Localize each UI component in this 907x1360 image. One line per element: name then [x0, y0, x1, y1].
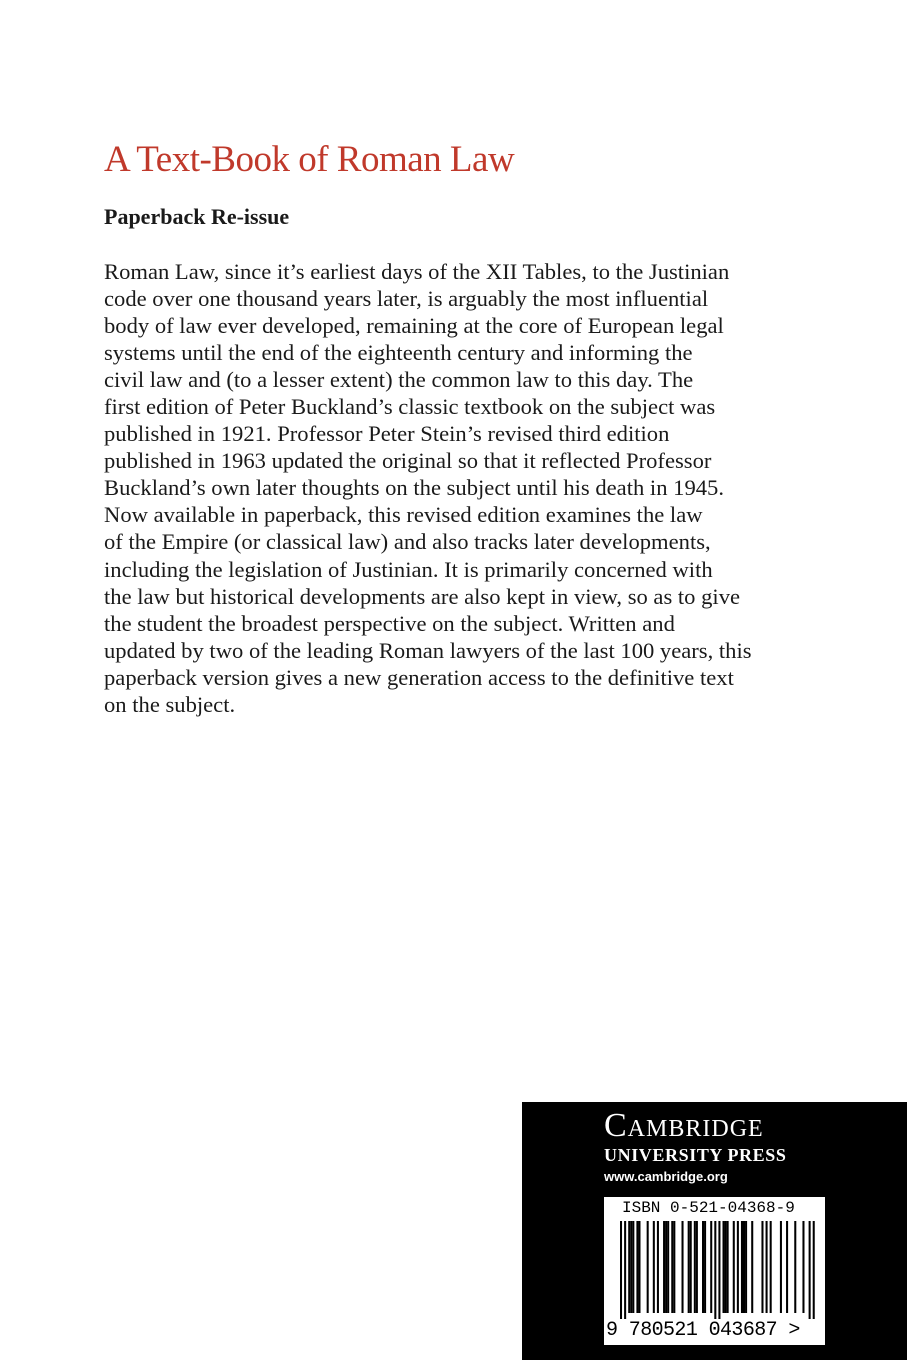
barcode-bar	[743, 1221, 745, 1313]
barcode-bar	[727, 1221, 729, 1313]
blurb-line: first edition of Peter Buckland’s classic textbook on the subject was	[104, 394, 716, 420]
ean-digits: 9 780521 043687 >	[606, 1319, 800, 1342]
edition-subtitle: Paperback Re-issue	[104, 204, 290, 229]
blurb-line: Buckland’s own later thoughts on the subject until his death in 1945.	[104, 475, 724, 501]
blurb-line: Roman Law, since it’s earliest days of the XII Tables, to the Justinian	[104, 259, 730, 284]
blurb-line: updated by two of the leading Roman lawyers of the last 100 years, this	[104, 637, 752, 663]
blurb-line: including the legislation of Justinian. It is primarily concerned with	[104, 556, 713, 582]
barcode-bar	[638, 1221, 640, 1313]
barcode-bar	[745, 1221, 747, 1313]
barcode-bar	[628, 1221, 630, 1313]
blurb-line: published in 1963 updated the original so that it reflected Professor	[104, 448, 712, 474]
blurb-line: of the Empire (or classical law) and also tracks later developments,	[104, 529, 711, 555]
barcode-bar	[813, 1221, 815, 1319]
barcode-bar	[733, 1221, 735, 1313]
barcode-bar	[667, 1221, 669, 1313]
barcode-bar	[682, 1221, 684, 1313]
barcode-bar	[718, 1221, 720, 1319]
barcode-bar	[794, 1221, 796, 1313]
barcode-bar	[673, 1221, 675, 1313]
barcode-bar	[714, 1221, 716, 1319]
barcode-bar	[725, 1221, 727, 1313]
barcode-bars	[604, 1221, 825, 1321]
barcode-bar	[620, 1221, 622, 1319]
barcode-bar	[809, 1221, 811, 1319]
book-title: A Text-Book of Roman Law	[104, 139, 515, 180]
barcode-panel	[604, 1197, 825, 1345]
barcode-bar	[704, 1221, 706, 1313]
barcode-bar	[770, 1221, 772, 1313]
barcode-bar	[688, 1221, 690, 1313]
barcode-bar	[702, 1221, 704, 1313]
blurb-line: on the subject.	[104, 691, 236, 717]
blurb-line: the law but historical developments are also kept in view, so as to give	[104, 583, 741, 609]
blurb-line: paperback version gives a new generation access to the definitive text	[104, 664, 734, 690]
blurb-line: civil law and (to a lesser extent) the common law to this day. The	[104, 367, 694, 393]
barcode-bar	[696, 1221, 698, 1313]
barcode-bar	[737, 1221, 739, 1313]
barcode-bar	[653, 1221, 655, 1313]
barcode-bar	[741, 1221, 743, 1313]
barcode-bar	[671, 1221, 673, 1313]
barcode-bar	[802, 1221, 804, 1313]
blurb-line: published in 1921. Professor Peter Stein’s revised third edition	[104, 421, 670, 447]
barcode-bar	[657, 1221, 659, 1313]
barcode-bar	[665, 1221, 667, 1313]
isbn-label: ISBN 0-521-04368-9	[622, 1199, 795, 1217]
publisher-block	[522, 1102, 907, 1360]
barcode-bar	[630, 1221, 632, 1313]
barcode-bar	[636, 1221, 638, 1313]
barcode-bar	[710, 1221, 712, 1313]
blurb-line: systems until the end of the eighteenth century and informing the	[104, 340, 693, 366]
blurb-line: Now available in paperback, this revised edition examines the law	[104, 502, 703, 528]
barcode-bar	[780, 1221, 782, 1313]
publisher-name: Cambridge	[604, 1107, 764, 1144]
blurb-paragraph	[104, 258, 824, 718]
blurb-line: code over one thousand years later, is arguably the most influential	[104, 286, 709, 312]
barcode-bar	[761, 1221, 763, 1313]
barcode-bar	[663, 1221, 665, 1313]
barcode-bar	[647, 1221, 649, 1313]
publisher-subname: UNIVERSITY PRESS	[604, 1145, 787, 1165]
barcode-bar	[690, 1221, 692, 1313]
barcode-bar	[751, 1221, 753, 1313]
blurb-line: the student the broadest perspective on the subject. Written and	[104, 610, 675, 636]
barcode-bar	[694, 1221, 696, 1313]
blurb-line: body of law ever developed, remaining at the core of European legal	[104, 313, 724, 339]
barcode-bar	[624, 1221, 626, 1319]
barcode-bar	[766, 1221, 768, 1313]
barcode-bar	[723, 1221, 725, 1313]
publisher-url: www.cambridge.org	[604, 1169, 728, 1184]
barcode-bar	[632, 1221, 634, 1313]
barcode-bar	[786, 1221, 788, 1313]
